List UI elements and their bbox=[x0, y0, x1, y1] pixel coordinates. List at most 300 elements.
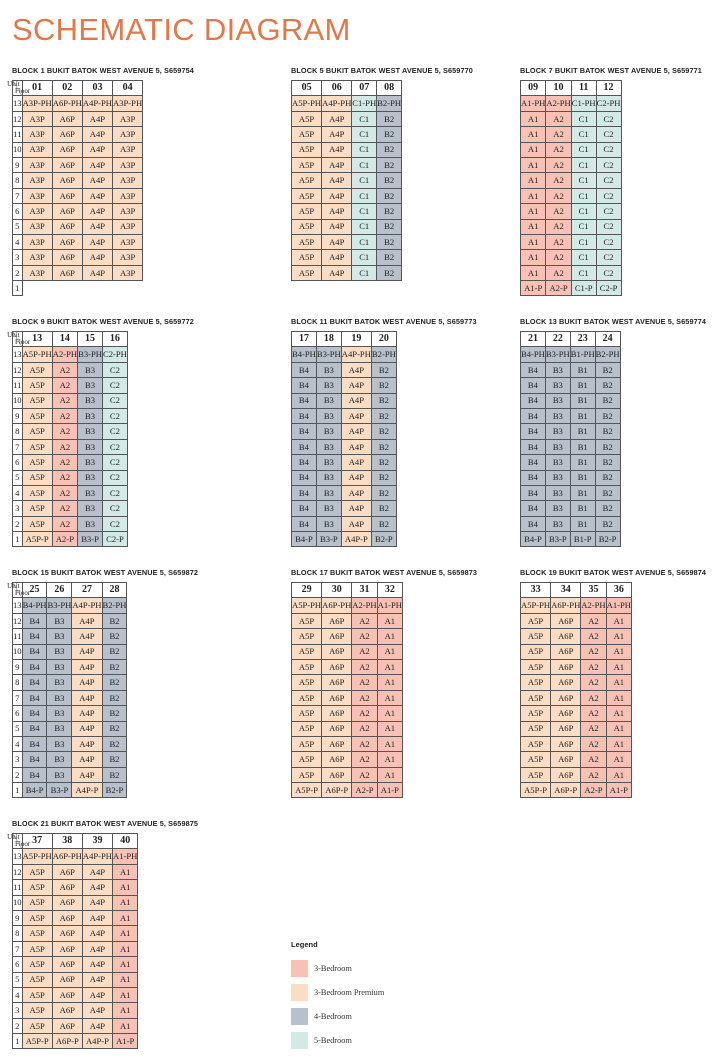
unit-cell: B1 bbox=[570, 408, 595, 423]
floor-row bbox=[13, 987, 138, 1002]
legend bbox=[291, 940, 385, 1045]
floor-number: 1 bbox=[13, 783, 23, 798]
unit-cell: A2 bbox=[52, 378, 77, 393]
unit-cell: B3-PH bbox=[47, 598, 72, 613]
floor-number: 6 bbox=[13, 957, 23, 972]
unit-cell: B3 bbox=[78, 378, 103, 393]
unit-cell: A3P bbox=[113, 188, 143, 203]
floor-row bbox=[292, 393, 397, 408]
unit-cell: B4 bbox=[22, 736, 47, 751]
unit-cell: A3P bbox=[22, 111, 52, 126]
unit-cell: B4 bbox=[521, 362, 546, 377]
unit-cell: B3 bbox=[545, 470, 570, 485]
floor-row bbox=[13, 485, 128, 500]
unit-cell: A6P bbox=[551, 752, 581, 767]
unit-cell: C1 bbox=[352, 127, 377, 142]
unit-cell: A5P bbox=[22, 895, 52, 910]
unit-cell: A5P bbox=[292, 111, 322, 126]
floor-number: 12 bbox=[13, 613, 23, 628]
floor-number: 11 bbox=[13, 629, 23, 644]
corner-unit-label: Unit bbox=[7, 833, 20, 841]
unit-cell: A1 bbox=[521, 142, 546, 157]
unit-cell: A4P bbox=[322, 127, 352, 142]
unit-cell: A1 bbox=[377, 736, 402, 751]
floor-row bbox=[13, 736, 127, 751]
unit-cell: A1 bbox=[113, 1018, 138, 1033]
unit-cell: B2 bbox=[102, 721, 127, 736]
floor-row bbox=[13, 598, 127, 613]
unit-cell: A4P bbox=[322, 204, 352, 219]
unit-table bbox=[7, 582, 127, 798]
unit-cell: B2 bbox=[102, 690, 127, 705]
unit-cell: C1 bbox=[352, 234, 377, 249]
floor-number: 5 bbox=[13, 219, 23, 234]
floor-row bbox=[292, 96, 402, 111]
unit-cell: A2 bbox=[546, 265, 571, 280]
unit-number: 04 bbox=[113, 81, 143, 96]
legend-swatch bbox=[291, 984, 308, 1001]
floor-row bbox=[292, 629, 403, 644]
unit-cell: B1 bbox=[570, 362, 595, 377]
unit-cell: C2 bbox=[596, 111, 621, 126]
floor-row bbox=[292, 188, 402, 203]
floor-row bbox=[13, 910, 138, 925]
unit-cell: C2 bbox=[596, 204, 621, 219]
unit-cell: A4P-P bbox=[341, 532, 371, 547]
unit-table bbox=[520, 331, 621, 547]
floor-row bbox=[521, 598, 632, 613]
unit-cell: A5P bbox=[22, 439, 52, 454]
unit-cell: C1-P bbox=[571, 281, 596, 296]
floor-row bbox=[521, 157, 622, 172]
unit-cell: A5P bbox=[22, 424, 52, 439]
unit-cell: A4P bbox=[322, 250, 352, 265]
unit-cell: B2 bbox=[595, 393, 620, 408]
unit-number: 10 bbox=[546, 81, 571, 96]
unit-cell: C1 bbox=[352, 142, 377, 157]
unit-cell: B2 bbox=[102, 644, 127, 659]
unit-cell: A5P-P bbox=[521, 783, 551, 798]
unit-cell: A2 bbox=[52, 408, 77, 423]
unit-cell: B4 bbox=[22, 613, 47, 628]
unit-cell: B1 bbox=[570, 378, 595, 393]
unit-cell: A6P bbox=[322, 690, 352, 705]
unit-cell: A1-P bbox=[377, 783, 402, 798]
unit-number: 36 bbox=[606, 583, 631, 598]
floor-number: 7 bbox=[13, 439, 23, 454]
floor-number: 4 bbox=[13, 234, 23, 249]
unit-cell: B2 bbox=[595, 378, 620, 393]
unit-cell: A2 bbox=[581, 721, 606, 736]
floor-number: 7 bbox=[13, 690, 23, 705]
floor-row bbox=[521, 532, 621, 547]
floor-row bbox=[13, 849, 138, 864]
unit-cell: B4 bbox=[292, 408, 317, 423]
unit-cell: A6P-PH bbox=[52, 96, 82, 111]
unit-cell: B4 bbox=[521, 424, 546, 439]
floor-number: 12 bbox=[13, 111, 23, 126]
unit-cell: B3 bbox=[545, 424, 570, 439]
unit-cell: A1 bbox=[606, 736, 631, 751]
unit-table bbox=[291, 80, 402, 281]
unit-cell: B2 bbox=[377, 204, 402, 219]
unit-cell: B2 bbox=[595, 439, 620, 454]
unit-cell: A2 bbox=[581, 613, 606, 628]
unit-cell: A6P bbox=[322, 613, 352, 628]
floor-row bbox=[13, 532, 128, 547]
unit-cell: C2 bbox=[102, 501, 127, 516]
unit-cell: A4P bbox=[82, 127, 112, 142]
unit-cell: A2 bbox=[581, 736, 606, 751]
floor-number: 12 bbox=[13, 864, 23, 879]
floor-row bbox=[13, 895, 138, 910]
unit-number: 22 bbox=[545, 332, 570, 347]
floor-row bbox=[13, 1034, 138, 1049]
floor-row bbox=[292, 783, 403, 798]
unit-cell: B2 bbox=[595, 516, 620, 531]
unit-cell: B4 bbox=[22, 752, 47, 767]
unit-cell: B3 bbox=[78, 408, 103, 423]
unit-cell: C2 bbox=[596, 188, 621, 203]
unit-cell: B3 bbox=[316, 501, 341, 516]
floor-number: 4 bbox=[13, 736, 23, 751]
corner-floor-label: Floor bbox=[15, 589, 31, 598]
floor-row bbox=[13, 173, 143, 188]
unit-cell: B3-P bbox=[316, 532, 341, 547]
unit-cell: A1 bbox=[606, 767, 631, 782]
floor-row bbox=[292, 127, 402, 142]
floor-row bbox=[521, 362, 621, 377]
floor-row bbox=[521, 127, 622, 142]
unit-cell: A1 bbox=[113, 957, 138, 972]
floor-row bbox=[13, 362, 128, 377]
floor-row bbox=[292, 265, 402, 280]
floor-number: 9 bbox=[13, 910, 23, 925]
unit-cell: A1 bbox=[606, 659, 631, 674]
unit-cell: A6P bbox=[52, 204, 82, 219]
unit-cell: A4P bbox=[82, 265, 112, 280]
unit-cell: A6P-PH bbox=[52, 849, 82, 864]
unit-cell: B1 bbox=[570, 393, 595, 408]
unit-cell: B4 bbox=[521, 470, 546, 485]
unit-cell: A4P bbox=[341, 485, 371, 500]
unit-cell: A4P-PH bbox=[82, 849, 112, 864]
floor-row bbox=[13, 501, 128, 516]
unit-cell: B2 bbox=[102, 736, 127, 751]
unit-cell: A1 bbox=[113, 941, 138, 956]
floor-row bbox=[13, 424, 128, 439]
floor-row bbox=[521, 629, 632, 644]
unit-cell: A4P bbox=[341, 408, 371, 423]
unit-cell: B3 bbox=[545, 516, 570, 531]
unit-cell: A4P bbox=[322, 219, 352, 234]
unit-number: 08 bbox=[377, 81, 402, 96]
unit-cell: A3P-PH bbox=[113, 96, 143, 111]
floor-number: 10 bbox=[13, 644, 23, 659]
floor-row bbox=[521, 111, 622, 126]
unit-cell: B3 bbox=[316, 455, 341, 470]
unit-cell: A5P-P bbox=[22, 532, 52, 547]
unit-cell: A4P bbox=[322, 157, 352, 172]
unit-cell: A4P bbox=[72, 644, 102, 659]
legend-item-4-bedroom bbox=[291, 1008, 491, 1026]
unit-cell: B4 bbox=[521, 455, 546, 470]
unit-cell: A1 bbox=[521, 173, 546, 188]
unit-cell: A1 bbox=[606, 629, 631, 644]
unit-cell: B4 bbox=[521, 485, 546, 500]
unit-cell: A5P bbox=[292, 204, 322, 219]
floor-row bbox=[292, 204, 402, 219]
legend-label: 5-Bedroom bbox=[314, 1036, 352, 1045]
floor-row bbox=[521, 234, 622, 249]
unit-cell: B2 bbox=[377, 188, 402, 203]
unit-cell: A4P bbox=[72, 706, 102, 721]
header-row bbox=[292, 583, 403, 598]
unit-cell: C2 bbox=[596, 250, 621, 265]
unit-cell: A1-PH bbox=[606, 598, 631, 613]
unit-cell: A1-P bbox=[521, 281, 546, 296]
unit-cell: A5P bbox=[22, 501, 52, 516]
unit-cell: B2 bbox=[595, 424, 620, 439]
floor-row bbox=[13, 455, 128, 470]
floor-row bbox=[292, 408, 397, 423]
unit-cell: B4 bbox=[521, 408, 546, 423]
floor-row bbox=[292, 532, 397, 547]
unit-cell: B4 bbox=[521, 516, 546, 531]
unit-cell: A2-P bbox=[581, 783, 606, 798]
unit-cell: A5P bbox=[292, 659, 322, 674]
unit-cell: A2 bbox=[581, 767, 606, 782]
floor-row bbox=[13, 265, 143, 280]
unit-cell: A1 bbox=[606, 690, 631, 705]
unit-cell: A4P bbox=[72, 767, 102, 782]
unit-cell: A5P bbox=[521, 767, 551, 782]
unit-cell: A2-PH bbox=[581, 598, 606, 613]
unit-cell: A2 bbox=[52, 393, 77, 408]
block-title: BLOCK 19 BUKIT BATOK WEST AVENUE 5, S659874 bbox=[520, 568, 707, 577]
corner-cell bbox=[7, 331, 31, 347]
legend-label: 3-Bedroom Premium bbox=[314, 988, 385, 997]
unit-cell: B2 bbox=[377, 265, 402, 280]
unit-cell: C2 bbox=[596, 127, 621, 142]
corner-cell bbox=[7, 80, 31, 96]
unit-cell: A6P bbox=[52, 127, 82, 142]
unit-cell: A4P bbox=[82, 173, 112, 188]
unit-cell: A4P bbox=[322, 265, 352, 280]
floor-number: 2 bbox=[13, 265, 23, 280]
floor-row bbox=[13, 142, 143, 157]
unit-cell: B1 bbox=[570, 485, 595, 500]
floor-row bbox=[13, 752, 127, 767]
floor-number: 11 bbox=[13, 880, 23, 895]
unit-cell: A2 bbox=[546, 111, 571, 126]
unit-cell: B2 bbox=[371, 408, 396, 423]
unit-cell: A4P bbox=[72, 690, 102, 705]
unit-cell: B2 bbox=[595, 470, 620, 485]
unit-cell: B2 bbox=[102, 706, 127, 721]
page-title: SCHEMATIC DIAGRAM bbox=[12, 12, 351, 47]
unit-cell: B3 bbox=[545, 485, 570, 500]
unit-cell: B3 bbox=[545, 378, 570, 393]
unit-cell: B2-P bbox=[595, 532, 620, 547]
unit-cell: A5P bbox=[22, 408, 52, 423]
unit-cell: B4 bbox=[292, 439, 317, 454]
unit-table bbox=[7, 80, 143, 296]
floor-row bbox=[13, 157, 143, 172]
unit-cell: A5P bbox=[521, 675, 551, 690]
unit-cell: A3P bbox=[113, 157, 143, 172]
unit-cell: A4P bbox=[82, 957, 112, 972]
floor-row bbox=[13, 926, 138, 941]
unit-number: 30 bbox=[322, 583, 352, 598]
floor-row bbox=[13, 690, 127, 705]
unit-cell: B1 bbox=[570, 455, 595, 470]
unit-cell: A4P bbox=[341, 439, 371, 454]
unit-cell: C2 bbox=[102, 516, 127, 531]
unit-cell: A2 bbox=[546, 142, 571, 157]
floor-row bbox=[521, 250, 622, 265]
unit-cell: A3P bbox=[22, 265, 52, 280]
floor-row bbox=[521, 408, 621, 423]
unit-cell: A2 bbox=[352, 736, 377, 751]
unit-cell: B4 bbox=[292, 362, 317, 377]
unit-cell: A4P bbox=[72, 629, 102, 644]
unit-cell: A5P bbox=[292, 675, 322, 690]
unit-cell: B3 bbox=[78, 424, 103, 439]
unit-cell: A5P bbox=[521, 690, 551, 705]
floor-number: 2 bbox=[13, 516, 23, 531]
unit-cell: C1 bbox=[352, 265, 377, 280]
unit-cell: A5P bbox=[22, 941, 52, 956]
unit-cell: A6P bbox=[52, 234, 82, 249]
floor-row bbox=[292, 250, 402, 265]
floor-row bbox=[13, 941, 138, 956]
floor-number: 9 bbox=[13, 157, 23, 172]
unit-cell: A2 bbox=[352, 752, 377, 767]
unit-cell: A1 bbox=[606, 613, 631, 628]
floor-row bbox=[292, 362, 397, 377]
floor-row bbox=[292, 767, 403, 782]
unit-cell: A4P bbox=[82, 895, 112, 910]
corner-unit-label: Unit bbox=[7, 331, 20, 339]
unit-cell: A6P bbox=[551, 613, 581, 628]
floor-row bbox=[13, 613, 127, 628]
legend-label: 3-Bedroom bbox=[314, 964, 352, 973]
floor-row bbox=[13, 250, 143, 265]
unit-cell: C2 bbox=[102, 362, 127, 377]
floor-row bbox=[521, 706, 632, 721]
unit-cell: B4 bbox=[22, 675, 47, 690]
unit-cell: A6P bbox=[52, 926, 82, 941]
unit-number: 17 bbox=[292, 332, 317, 347]
floor-row bbox=[13, 957, 138, 972]
unit-cell: A2-P bbox=[546, 281, 571, 296]
unit-cell: C2 bbox=[102, 393, 127, 408]
unit-cell: B3 bbox=[47, 644, 72, 659]
floor-row bbox=[521, 470, 621, 485]
floor-row bbox=[13, 470, 128, 485]
unit-cell: B2 bbox=[595, 408, 620, 423]
header-row bbox=[521, 81, 622, 96]
unit-cell: A6P bbox=[52, 219, 82, 234]
unit-number: 37 bbox=[22, 834, 52, 849]
unit-cell: B3 bbox=[545, 362, 570, 377]
unit-cell: B4-P bbox=[521, 532, 546, 547]
floor-number: 12 bbox=[13, 362, 23, 377]
unit-cell: A6P bbox=[322, 644, 352, 659]
floor-row bbox=[521, 659, 632, 674]
unit-cell: A4P bbox=[341, 424, 371, 439]
unit-cell: B4 bbox=[521, 378, 546, 393]
floor-number: 4 bbox=[13, 485, 23, 500]
unit-cell: B3 bbox=[545, 408, 570, 423]
floor-row bbox=[292, 752, 403, 767]
unit-cell: B4 bbox=[22, 629, 47, 644]
unit-cell: A5P bbox=[292, 644, 322, 659]
unit-cell: A6P bbox=[551, 659, 581, 674]
unit-cell: A2-P bbox=[352, 783, 377, 798]
unit-number: 29 bbox=[292, 583, 322, 598]
unit-cell: A5P bbox=[22, 378, 52, 393]
unit-number: 01 bbox=[22, 81, 52, 96]
unit-cell: B4-P bbox=[22, 783, 47, 798]
floor-row bbox=[521, 613, 632, 628]
unit-cell: C1 bbox=[571, 250, 596, 265]
unit-cell: A3P bbox=[113, 219, 143, 234]
unit-cell: B1 bbox=[570, 470, 595, 485]
unit-cell: A2 bbox=[352, 659, 377, 674]
unit-cell: A5P bbox=[22, 1018, 52, 1033]
unit-cell: A5P bbox=[292, 250, 322, 265]
floor-number: 10 bbox=[13, 895, 23, 910]
unit-cell: B4 bbox=[292, 424, 317, 439]
floor-row bbox=[13, 393, 128, 408]
floor-row bbox=[13, 1003, 138, 1018]
floor-row bbox=[13, 408, 128, 423]
unit-cell: A1 bbox=[521, 127, 546, 142]
unit-cell: A2 bbox=[352, 629, 377, 644]
unit-number: 13 bbox=[22, 332, 52, 347]
unit-cell: A2 bbox=[52, 424, 77, 439]
floor-row bbox=[521, 265, 622, 280]
unit-cell: B3 bbox=[78, 470, 103, 485]
unit-cell: B3 bbox=[545, 393, 570, 408]
floor-row bbox=[521, 644, 632, 659]
unit-cell: A4P bbox=[82, 987, 112, 1002]
unit-cell: A4P bbox=[82, 972, 112, 987]
unit-cell: A5P-PH bbox=[521, 598, 551, 613]
unit-cell: C2 bbox=[102, 439, 127, 454]
floor-number: 3 bbox=[13, 752, 23, 767]
unit-cell: A4P bbox=[82, 219, 112, 234]
unit-cell: A5P bbox=[521, 644, 551, 659]
unit-cell: B3 bbox=[47, 659, 72, 674]
floor-number: 8 bbox=[13, 173, 23, 188]
unit-cell: A5P bbox=[521, 629, 551, 644]
floor-row bbox=[292, 516, 397, 531]
unit-cell: A5P bbox=[292, 752, 322, 767]
unit-cell: A1 bbox=[377, 675, 402, 690]
floor-row bbox=[521, 96, 622, 111]
legend-title: Legend bbox=[291, 940, 318, 949]
unit-cell: A6P bbox=[52, 864, 82, 879]
unit-cell: A1 bbox=[377, 752, 402, 767]
unit-cell: A6P bbox=[52, 142, 82, 157]
floor-row bbox=[521, 675, 632, 690]
floor-row bbox=[292, 347, 397, 362]
floor-row bbox=[292, 378, 397, 393]
unit-cell: A5P bbox=[521, 613, 551, 628]
